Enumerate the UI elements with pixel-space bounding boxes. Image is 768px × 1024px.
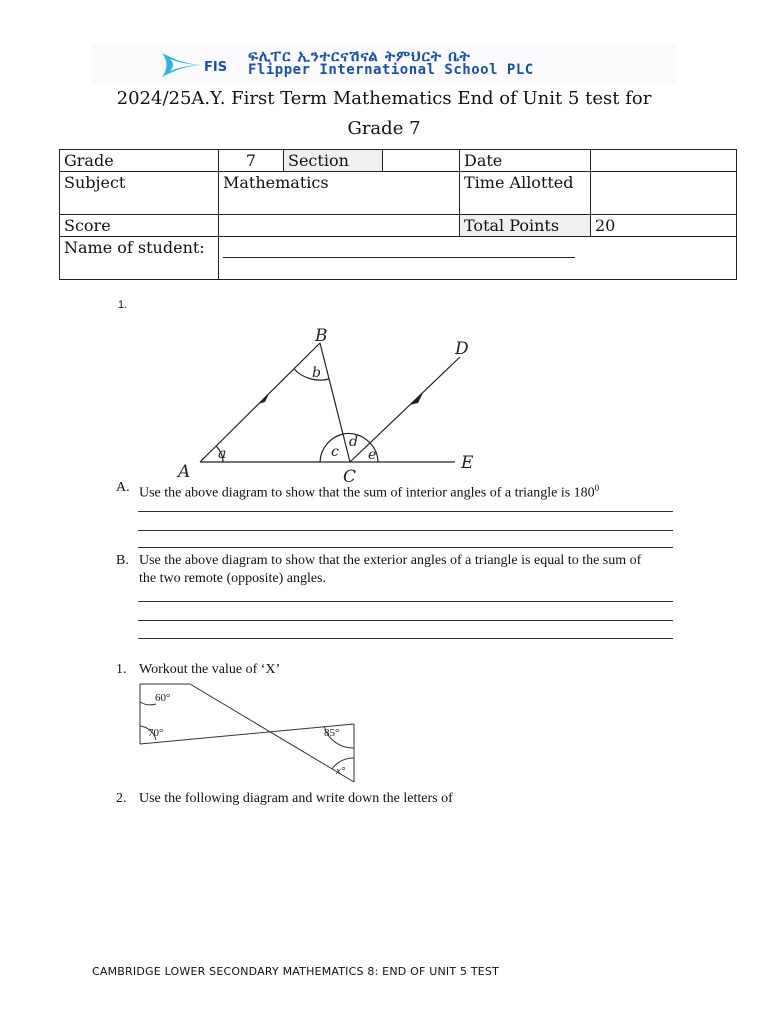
score-value[interactable] [219,215,460,237]
answer-line[interactable] [138,601,673,602]
time-allotted-label: Time Allotted [460,172,591,215]
date-value[interactable] [591,150,737,172]
answer-line[interactable] [138,638,673,639]
student-name-line [223,257,575,258]
question-number: 2. [116,791,127,806]
question-text: Use the following diagram and write down the letters of [139,791,453,806]
total-points-label: Total Points [460,215,591,237]
logo-amharic-name: ፍሊፐር ኢንተርናሽናል ትምህርት ቤት [248,47,471,65]
angle-85-label: 85° [324,727,340,739]
total-points-value: 20 [591,215,737,237]
subject-value: Mathematics [219,172,460,215]
angle-a-label: a [218,446,227,462]
angle-70-label: 70° [148,727,164,739]
part-a-text: Use the above diagram to show that the sum of interior angles of a triangle is $180^0$ [139,483,600,501]
page-footer: CAMBRIDGE LOWER SECONDARY MATHEMATICS 8: END OF UNIT 5 TEST [92,965,500,978]
grade-value[interactable]: 7 [219,150,284,172]
point-b-label: B [315,326,328,346]
point-a-label: A [178,462,191,482]
answer-line[interactable] [138,511,673,512]
test-grade-title: Grade 7 [347,118,421,139]
angle-c-label: c [331,444,339,460]
section-label: Section [284,150,383,172]
time-allotted-value[interactable] [591,172,737,215]
point-c-label: C [343,467,357,485]
angle-60-label: 60° [155,692,171,704]
angle-d-label: d [349,434,358,450]
part-b-text: Use the above diagram to show that the exterior angles of a triangle is equal to the sum of the two remote (opposite) angles. [139,553,642,586]
grade-label: Grade [60,150,219,172]
question-text: Workout the value of ‘X’ [139,662,281,677]
question-number: 1. [116,662,127,677]
triangle-exterior-angle-diagram [170,325,490,485]
part-b-marker: B. [116,553,129,568]
question-number: 1. [118,299,128,311]
angle-x-label: x° [336,765,346,777]
point-e-label: E [461,453,474,473]
section-value[interactable] [383,150,460,172]
student-name-label: Name of student: [60,237,219,280]
student-name-field[interactable] [219,237,737,280]
logo-english-name: Flipper International School PLC [248,62,534,78]
angle-e-label: e [368,447,377,463]
score-label: Score [60,215,219,237]
part-a-marker: A. [116,480,130,495]
answer-line[interactable] [138,530,673,531]
date-label: Date [460,150,591,172]
fish-logo-icon [160,49,240,81]
angle-b-label: b [312,365,321,381]
test-title: 2024/25A.Y. First Term Mathematics End of Unit 5 test for [116,88,652,109]
crossed-triangles-diagram [134,680,364,788]
answer-line[interactable] [138,547,673,548]
point-d-label: D [455,339,469,359]
subject-label: Subject [60,172,219,215]
answer-line[interactable] [138,620,673,621]
svg-text:FIS: FIS [204,60,228,75]
student-info-table [59,149,737,280]
